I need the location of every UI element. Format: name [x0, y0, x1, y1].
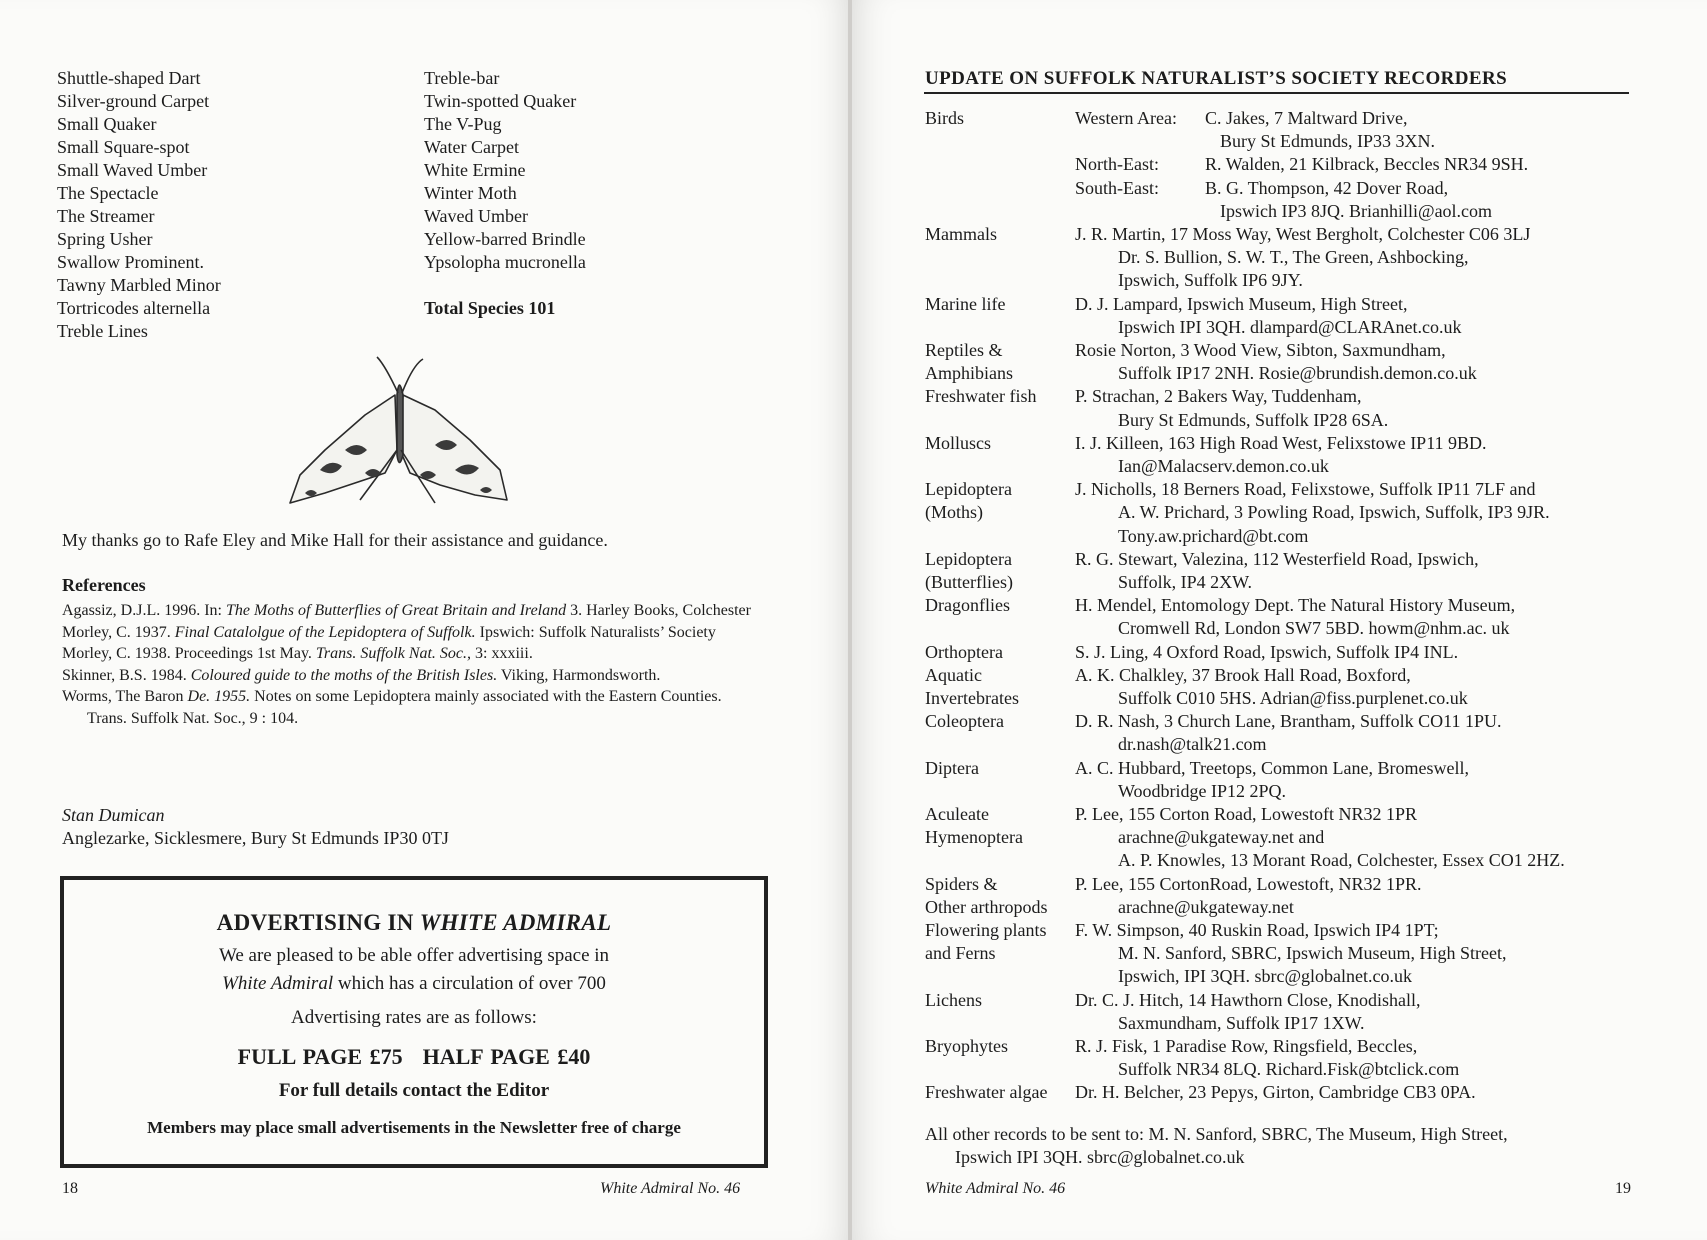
- list-item: Small Square-spot: [57, 137, 190, 157]
- recorder-address-line: R. Walden, 21 Kilbrack, Beccles NR34 9SH.: [1205, 154, 1529, 175]
- author-name: Stan Dumican: [62, 805, 165, 825]
- references-list: [62, 600, 762, 729]
- list-item: Small Quaker: [57, 114, 157, 134]
- recorder-group-label: Spiders &: [925, 873, 998, 894]
- list-item: Water Carpet: [424, 137, 520, 157]
- recorder-address-line: C. Jakes, 7 Maltward Drive,: [1205, 108, 1408, 128]
- references-heading: References: [62, 575, 146, 595]
- list-item: Small Waved Umber: [57, 160, 208, 180]
- list-item: Spring Usher: [57, 229, 153, 249]
- recorder-group-label: Lichens: [925, 989, 982, 1010]
- running-footer: White Admiral No. 46: [600, 1180, 741, 1197]
- recorder-address-line: Bury St Edmunds, Suffolk IP28 6SA.: [1118, 409, 1389, 430]
- recorder-group-label: Orthoptera: [925, 641, 1003, 662]
- recorder-address-line: Ipswich, Suffolk IP6 9JY.: [1118, 270, 1303, 291]
- acknowledgement: My thanks go to Rafe Eley and Mike Hall for their assistance and guidance.: [62, 530, 608, 550]
- left-page: [0, 0, 850, 1240]
- advert-rates-intro: Advertising rates are as follows:: [291, 1007, 537, 1028]
- recorder-address-line: Rosie Norton, 3 Wood View, Sibton, Saxmundham,: [1075, 340, 1446, 360]
- recorder-address-line: Suffolk NR34 8LQ. Richard.Fisk@btclick.com: [1118, 1059, 1460, 1080]
- advert-title: ADVERTISING IN WHITE ADMIRAL: [216, 910, 612, 935]
- recorder-address-line: arachne@ukgateway.net and: [1118, 827, 1325, 848]
- recorder-address-line: Woodbridge IP12 2PQ.: [1118, 780, 1287, 801]
- list-item: Tortricodes alternella: [57, 298, 211, 318]
- recorder-address-line: A. C. Hubbard, Treetops, Common Lane, Bromeswell,: [1075, 757, 1469, 778]
- recorder-group-label: Diptera: [925, 757, 979, 778]
- recorder-address-line: I. J. Killeen, 163 High Road West, Felixstowe IP11 9BD.: [1075, 432, 1487, 453]
- half-page-price: HALF PAGE £40: [422, 1044, 591, 1069]
- recorder-group-label: Invertebrates: [925, 688, 1019, 708]
- recorder-address-line: B. G. Thompson, 42 Dover Road,: [1205, 177, 1449, 198]
- recorder-group-label: Lepidoptera: [925, 548, 1012, 569]
- recorder-group-label: Coleoptera: [925, 711, 1004, 732]
- recorder-group-label: Freshwater fish: [925, 386, 1037, 407]
- recorder-group-label: Molluscs: [925, 432, 992, 453]
- recorder-address-line: Tony.aw.prichard@bt.com: [1118, 525, 1309, 546]
- recorder-address-line: Saxmundham, Suffolk IP17 1XW.: [1118, 1012, 1365, 1033]
- recorder-address-line: J. Nicholls, 18 Berners Road, Felixstowe, Suffolk IP11 7LF and: [1075, 479, 1536, 500]
- page-number: 19: [1615, 1180, 1631, 1197]
- recorder-group-label: and Ferns: [925, 943, 996, 964]
- recorder-address-line: A. K. Chalkley, 37 Brook Hall Road, Boxford,: [1075, 664, 1411, 685]
- recorder-address-line: R. G. Stewart, Valezina, 112 Westerfield Road, Ipswich,: [1075, 548, 1479, 569]
- author-address: Anglezarke, Sicklesmere, Bury St Edmunds IP30 0TJ: [62, 828, 449, 848]
- advert-line: White Admiral which has a circulation of over 700: [222, 973, 606, 994]
- advert-prices: [64, 1044, 764, 1070]
- list-item: Twin-spotted Quaker: [424, 91, 577, 111]
- advert-line: We are pleased to be able offer advertising space in: [218, 945, 610, 966]
- page-number: 18: [62, 1180, 78, 1197]
- list-item: Treble Lines: [57, 321, 148, 341]
- recorder-group-label: Hymenoptera: [925, 827, 1023, 848]
- recorder-area-label: South-East:: [1075, 177, 1159, 198]
- total-species: Total Species 101: [424, 298, 556, 318]
- recorder-address-line: dr.nash@talk21.com: [1118, 734, 1267, 755]
- recorder-address-line: A. P. Knowles, 13 Morant Road, Colchester, Essex CO1 2HZ.: [1118, 850, 1565, 871]
- recorder-address-line: Ipswich IPI 3QH. dlampard@CLARAnet.co.uk: [1118, 316, 1462, 337]
- recorder-group-label: Mammals: [925, 224, 997, 244]
- reference-item: Agassiz, D.J.L. 1996. In: The Moths of Butterflies of Great Britain and Ireland 3. Harley Books, Colchester: [62, 602, 751, 619]
- recorder-area-label: North-East:: [1075, 154, 1159, 175]
- recorder-group-label: Other arthropods: [925, 896, 1048, 917]
- list-item: Winter Moth: [424, 183, 517, 203]
- recorder-address-line: D. R. Nash, 3 Church Lane, Brantham, Suffolk CO11 1PU.: [1075, 711, 1502, 732]
- recorder-group-label: (Moths): [925, 502, 983, 523]
- reference-item: Skinner, B.S. 1984. Coloured guide to the moths of the British Isles. Viking, Harmondsworth.: [62, 666, 661, 684]
- recorder-group-label: Dragonflies: [925, 595, 1010, 616]
- list-item: Tawny Marbled Minor: [57, 275, 221, 295]
- list-item: The V-Pug: [424, 114, 502, 134]
- recorder-address-line: D. J. Lampard, Ipswich Museum, High Street,: [1075, 293, 1408, 314]
- recorder-address-line: Dr. S. Bullion, S. W. T., The Green, Ashbocking,: [1118, 247, 1469, 268]
- advertising-box: [60, 876, 768, 1168]
- moth-list-column-2: [424, 67, 586, 320]
- title-rule: [924, 92, 1629, 94]
- all-other-records: All other records to be sent to: M. N. Sanford, SBRC, The Museum, High Street, Ipswich IPI 3QH. sbrc@globalnet.co.uk: [925, 1124, 1508, 1167]
- list-item: The Spectacle: [57, 183, 159, 203]
- reference-item: Worms, The Baron De. 1955. Notes on some Lepidoptera mainly associated with the Eastern Counties. Trans. Suffolk Nat. Soc., 9 : 104.: [62, 688, 722, 727]
- recorder-address-line: F. W. Simpson, 40 Ruskin Road, Ipswich IP4 1PT;: [1075, 920, 1439, 940]
- recorder-address-line: Dr. C. J. Hitch, 14 Hawthorn Close, Knodishall,: [1075, 989, 1421, 1010]
- recorder-group-label: Freshwater algae: [925, 1082, 1048, 1103]
- recorder-address-line: Suffolk C010 5HS. Adrian@fiss.purplenet.co.uk: [1118, 688, 1468, 708]
- list-item: Shuttle-shaped Dart: [57, 68, 201, 88]
- reference-item: Morley, C. 1938. Proceedings 1st May. Trans. Suffolk Nat. Soc., 3: xxxiii.: [62, 645, 533, 662]
- recorder-address-line: Cromwell Rd, London SW7 5BD. howm@nhm.ac. uk: [1118, 618, 1510, 639]
- reference-item: Morley, C. 1937. Final Catalolgue of the Lepidoptera of Suffolk. Ipswich: Suffolk Naturalists’ Society: [62, 623, 716, 641]
- recorder-address-line: Suffolk, IP4 2XW.: [1118, 572, 1253, 592]
- recorder-address-line: Ipswich IP3 8JQ. Brianhilli@aol.com: [1220, 200, 1493, 221]
- list-item: Ypsolopha mucronella: [424, 252, 586, 272]
- recorder-address-line: arachne@ukgateway.net: [1118, 896, 1294, 917]
- recorder-group-label: Aculeate: [925, 804, 989, 824]
- recorder-address-line: J. R. Martin, 17 Moss Way, West Bergholt, Colchester C06 3LJ: [1075, 224, 1531, 244]
- list-item: The Streamer: [57, 206, 155, 226]
- list-item: Waved Umber: [424, 206, 529, 226]
- recorder-address-line: P. Lee, 155 CortonRoad, Lowestoft, NR32 1PR.: [1075, 873, 1422, 894]
- recorder-group-label: Lepidoptera: [925, 479, 1012, 500]
- recorder-group-label: Marine life: [925, 293, 1006, 314]
- recorder-address-line: Ipswich, IPI 3QH. sbrc@globalnet.co.uk: [1118, 966, 1413, 987]
- recorder-address-line: P. Strachan, 2 Bakers Way, Tuddenham,: [1075, 386, 1362, 407]
- recorder-group-label: Bryophytes: [925, 1036, 1008, 1056]
- list-item: Swallow Prominent.: [57, 252, 204, 272]
- list-item: Treble-bar: [424, 68, 500, 88]
- recorder-address-line: Suffolk IP17 2NH. Rosie@brundish.demon.co.uk: [1118, 363, 1477, 384]
- recorder-address-line: Dr. H. Belcher, 23 Pepys, Girton, Cambridge CB3 0PA.: [1075, 1082, 1476, 1103]
- recorder-group-label: Amphibians: [925, 363, 1013, 384]
- list-item: Silver-ground Carpet: [57, 91, 210, 111]
- list-item: White Ermine: [424, 160, 526, 180]
- running-footer: White Admiral No. 46: [925, 1180, 1066, 1197]
- recorder-address-line: H. Mendel, Entomology Dept. The Natural History Museum,: [1075, 595, 1516, 616]
- recorder-address-line: S. J. Ling, 4 Oxford Road, Ipswich, Suffolk IP4 INL.: [1075, 641, 1459, 662]
- moth-illustration: [285, 355, 515, 515]
- full-page-price: FULL PAGE £75: [237, 1044, 403, 1069]
- recorder-group-label: Reptiles &: [925, 340, 1003, 360]
- recorder-address-line: M. N. Sanford, SBRC, Ipswich Museum, High Street,: [1118, 943, 1507, 964]
- recorder-group-label: Flowering plants: [925, 920, 1047, 940]
- advert-members-note: Members may place small advertisements in the Newsletter free of charge: [147, 1118, 681, 1137]
- list-item: Yellow-barred Brindle: [424, 229, 586, 249]
- recorder-group-label: Birds: [925, 108, 965, 128]
- advert-contact: For full details contact the Editor: [278, 1080, 550, 1101]
- recorder-area-label: Western Area:: [1075, 108, 1178, 128]
- recorder-address-line: A. W. Prichard, 3 Powling Road, Ipswich, Suffolk, IP3 9JR.: [1118, 502, 1550, 523]
- recorder-address-line: R. J. Fisk, 1 Paradise Row, Ringsfield, Beccles,: [1075, 1036, 1418, 1056]
- recorder-address-line: P. Lee, 155 Corton Road, Lowestoft NR32 1PR: [1075, 804, 1417, 824]
- recorder-group-label: Aquatic: [925, 664, 982, 685]
- recorder-group-label: (Butterflies): [925, 572, 1013, 592]
- recorder-address-line: Bury St Edmunds, IP33 3XN.: [1220, 131, 1436, 152]
- moth-list-column-1: [57, 67, 221, 343]
- recorder-address-line: Ian@Malacserv.demon.co.uk: [1118, 456, 1329, 476]
- page-title: UPDATE ON SUFFOLK NATURALIST’S SOCIETY RECORDERS: [925, 68, 1508, 89]
